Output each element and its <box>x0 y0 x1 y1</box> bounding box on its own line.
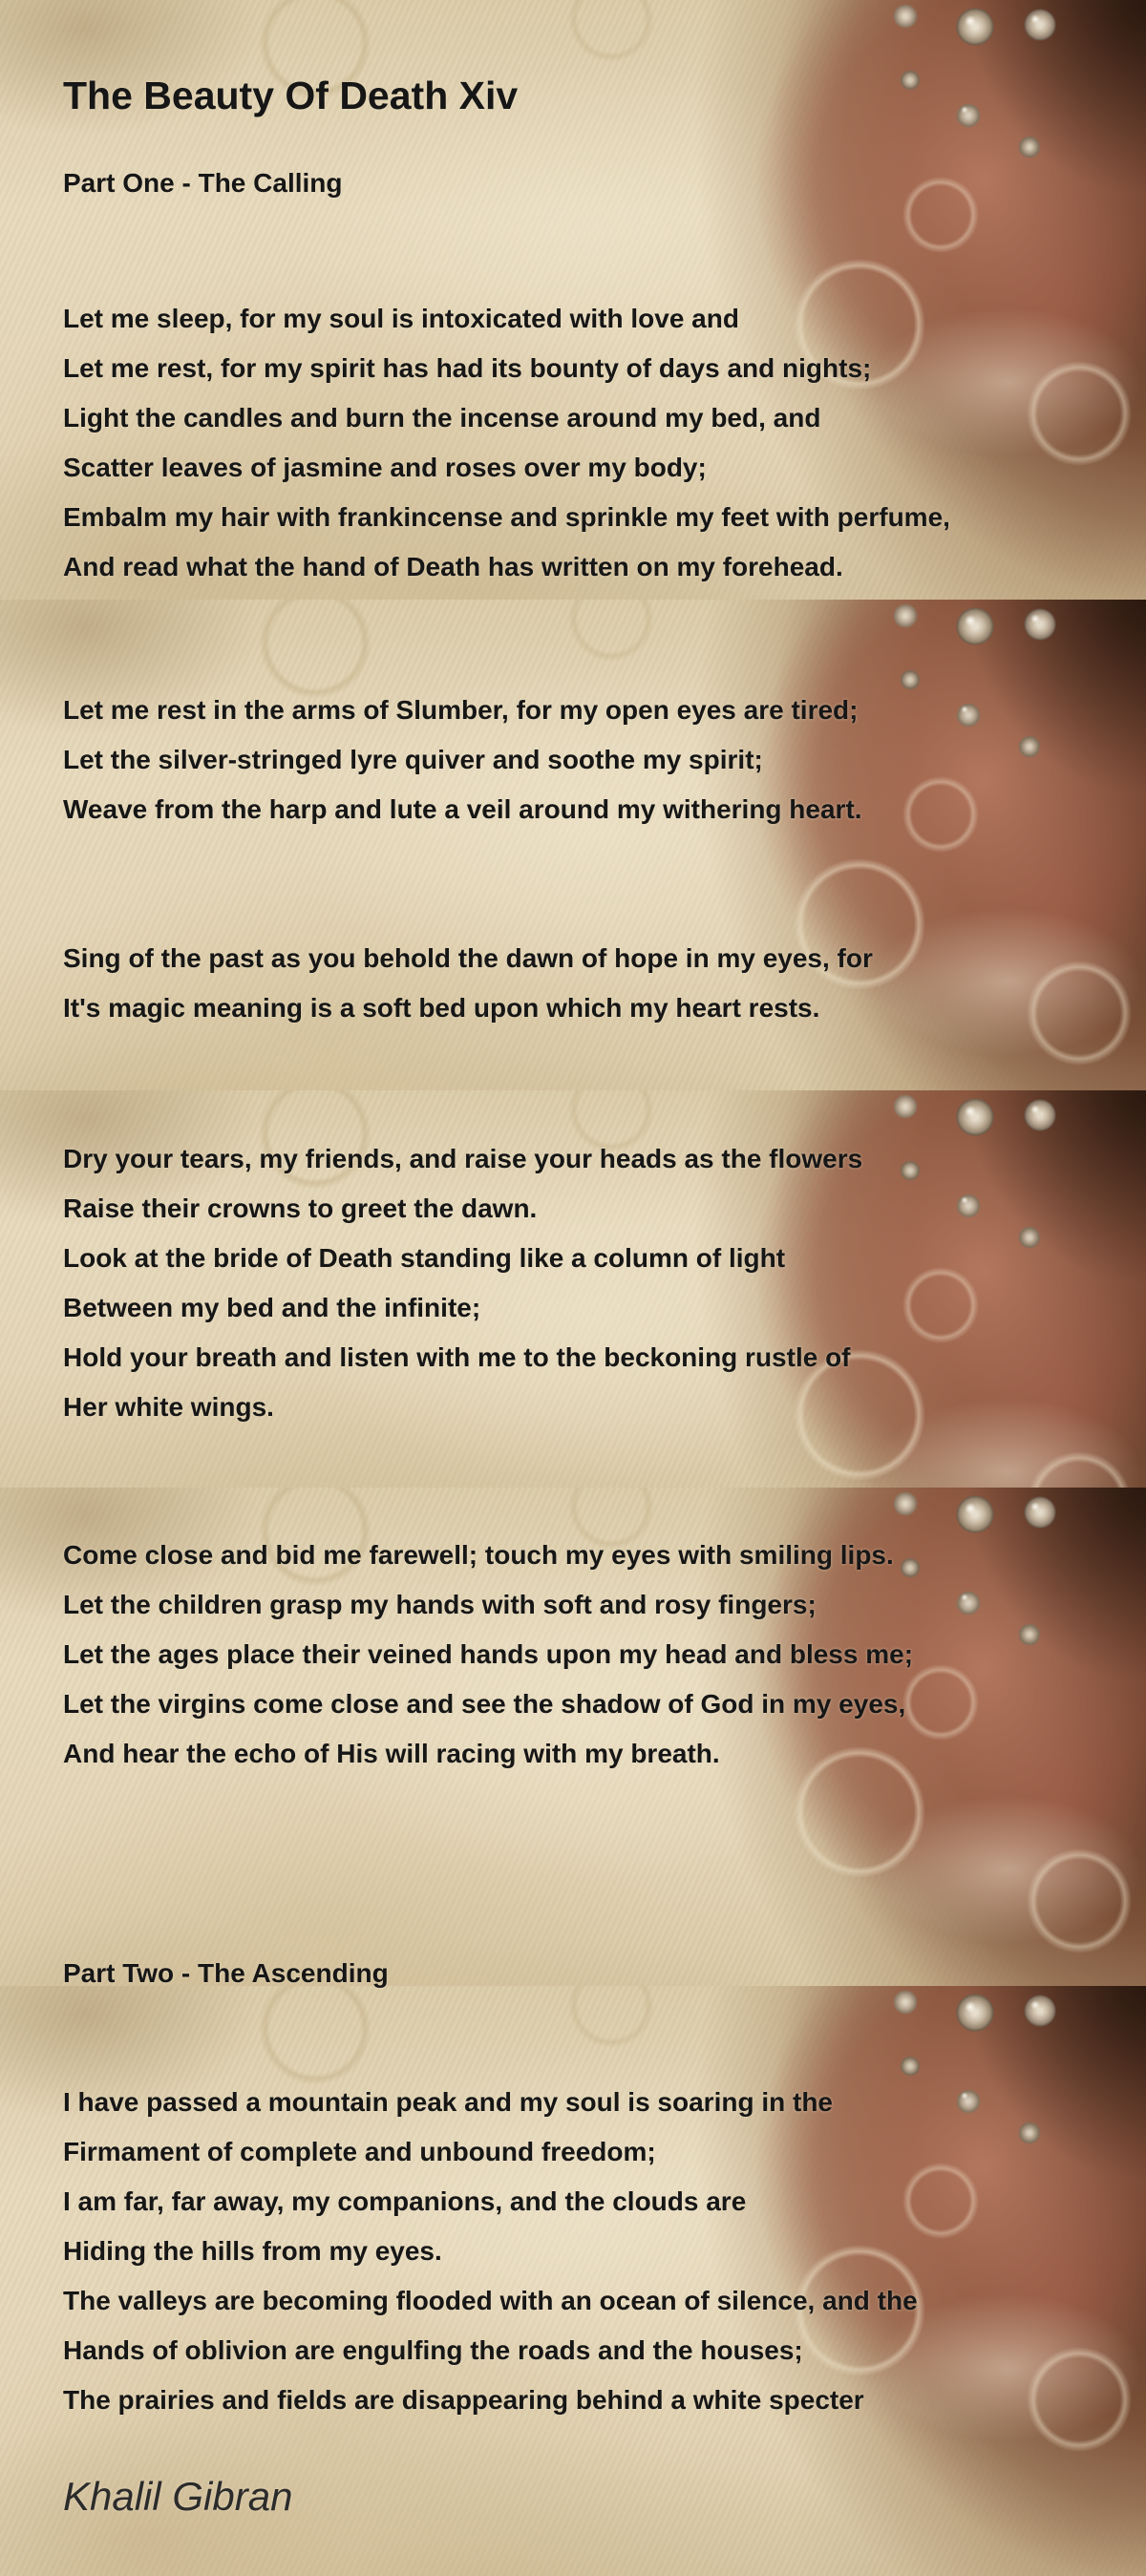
poem-line: Let the ages place their veined hands upon my head and bless me; <box>63 1639 914 1669</box>
poem-line: Let the children grasp my hands with soft and rosy fingers; <box>63 1590 817 1619</box>
poem-line: And read what the hand of Death has written on my forehead. <box>63 552 843 581</box>
poem-line: I have passed a mountain peak and my soul is soaring in the <box>63 2087 833 2117</box>
poem-line: Her white wings. <box>63 1392 274 1422</box>
poet-signature: Khalil Gibran <box>63 2474 293 2519</box>
poem-line: Raise their crowns to greet the dawn. <box>63 1193 538 1223</box>
poem-line: Dry your tears, my friends, and raise your heads as the flowers <box>63 1144 863 1173</box>
stanza-6 <box>63 2078 918 2425</box>
part-one-heading: Part One - The Calling <box>63 168 343 199</box>
poem-line: I am far, far away, my companions, and the clouds are <box>63 2186 747 2216</box>
part-two-heading: Part Two - The Ascending <box>63 1958 389 1989</box>
poem-line: Embalm my hair with frankincense and sprinkle my feet with perfume, <box>63 502 950 532</box>
poem-line: Let me rest in the arms of Slumber, for my open eyes are tired; <box>63 695 859 725</box>
poem-line: And hear the echo of His will racing with my breath. <box>63 1739 720 1768</box>
poem-line: Look at the bride of Death standing like a column of light <box>63 1243 786 1273</box>
poem-line: Let the virgins come close and see the shadow of God in my eyes, <box>63 1689 906 1719</box>
stanza-2 <box>63 686 862 834</box>
poem-line: It's magic meaning is a soft bed upon which my heart rests. <box>63 993 820 1023</box>
poem-line: The valleys are becoming flooded with an ocean of silence, and the <box>63 2286 918 2315</box>
poem-line: Hold your breath and listen with me to the beckoning rustle of <box>63 1342 851 1372</box>
poem-line: The prairies and fields are disappearing behind a white specter <box>63 2385 864 2415</box>
poem-line: Hiding the hills from my eyes. <box>63 2236 442 2266</box>
poem-line: Hands of oblivion are engulfing the roads and the houses; <box>63 2335 803 2365</box>
poem-title: The Beauty Of Death Xiv <box>63 74 519 118</box>
poem-line: Let the silver-stringed lyre quiver and soothe my spirit; <box>63 745 763 774</box>
stanza-1 <box>63 294 950 592</box>
poem-line: Firmament of complete and unbound freedom; <box>63 2137 656 2166</box>
poem-line: Let me rest, for my spirit has had its bounty of days and nights; <box>63 353 872 383</box>
poem-line: Scatter leaves of jasmine and roses over my body; <box>63 453 707 482</box>
poem-line: Sing of the past as you behold the dawn of hope in my eyes, for <box>63 943 873 973</box>
poem-line: Come close and bid me farewell; touch my eyes with smiling lips. <box>63 1540 894 1570</box>
stanza-5 <box>63 1531 913 1779</box>
poem-line: Let me sleep, for my soul is intoxicated with love and <box>63 304 739 333</box>
stanza-3 <box>63 934 873 1033</box>
poem-line: Light the candles and burn the incense around my bed, and <box>63 403 821 433</box>
poem-line: Between my bed and the infinite; <box>63 1293 481 1322</box>
stanza-4 <box>63 1134 862 1432</box>
poem-line: Weave from the harp and lute a veil around my withering heart. <box>63 794 862 824</box>
